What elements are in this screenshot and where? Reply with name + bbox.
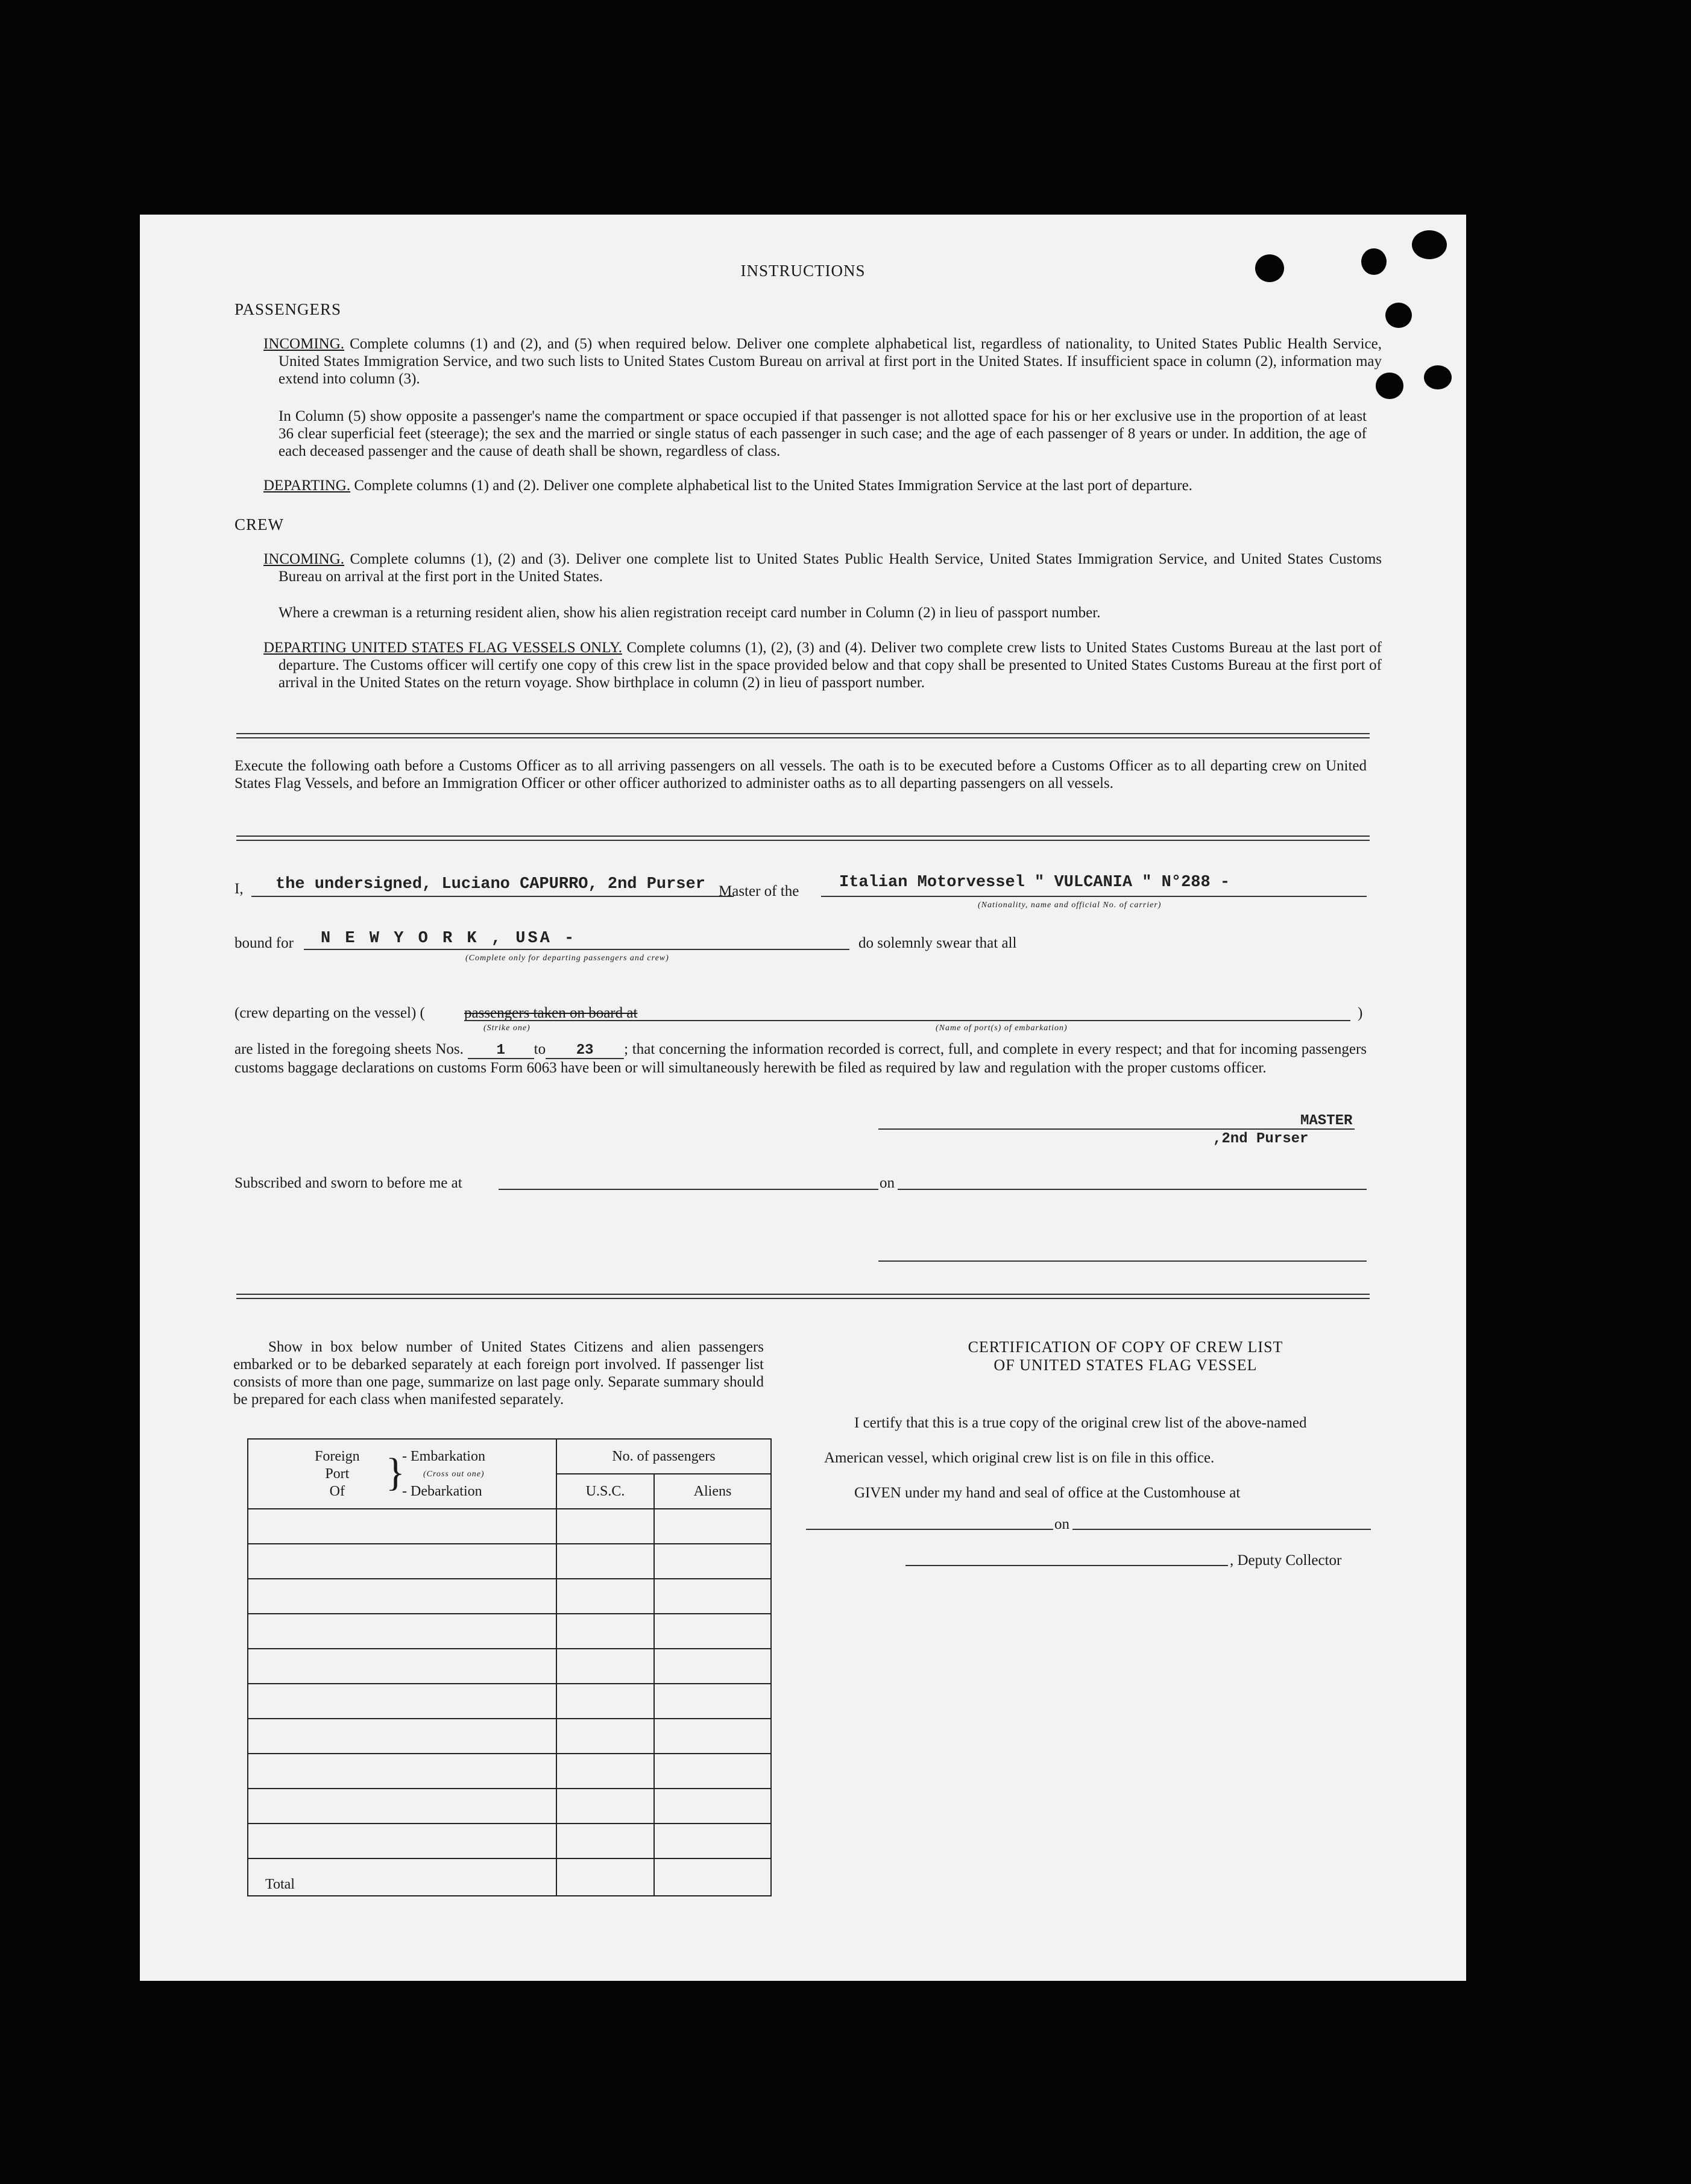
passenger-summary-table — [247, 1438, 772, 1896]
purser-stamp: ,2nd Purser — [1213, 1131, 1309, 1147]
passengers-departing-label: DEPARTING. — [263, 477, 351, 494]
subscribed-place-line — [499, 1189, 878, 1190]
subscribed-on-label: on — [880, 1175, 895, 1191]
master-stamp: MASTER — [1300, 1113, 1353, 1129]
deputy-signature-line — [905, 1565, 1228, 1566]
punch-hole — [1412, 230, 1447, 259]
table-row — [248, 1719, 771, 1754]
table-row — [248, 1579, 771, 1614]
table-row — [248, 1509, 771, 1544]
punch-hole — [1424, 365, 1452, 389]
aliens-header: Aliens — [654, 1474, 771, 1509]
of-label: Of — [329, 1484, 345, 1499]
summary-instructions: Show in box below number of United States Citizens and alien passengers embarked or to be debarked separately at each foreign port involved. If passenger list consists of more than one page, summarize on last page only. Separate summary should be prepared for each class when manifested separately. — [233, 1339, 764, 1408]
vessel-caption: (Nationality, name and official No. of carrier) — [978, 901, 1162, 910]
port-label: Port — [325, 1466, 350, 1482]
master-signature-line — [878, 1128, 1355, 1130]
divider — [236, 1294, 1370, 1299]
deputy-collector-label: , Deputy Collector — [1230, 1552, 1342, 1569]
brace-icon: } — [386, 1450, 405, 1494]
certification-title-line2: OF UNITED STATES FLAG VESSEL — [994, 1356, 1258, 1374]
column5-paragraph: In Column (5) show opposite a passenger's name the compartment or space occupied if that passenger is not allotted space for his or her exclusive use in the proportion of at least 36 clear superficial feet (steerage); the sex and the married or single status of each passenger in such case; and the age of each passenger of 8 years or under. In addition, the age of each deceased passenger and the cause of death shall be shown, regardless of class. — [279, 408, 1367, 459]
crew-incoming-label: INCOMING. — [263, 551, 345, 567]
form-page — [140, 215, 1466, 1981]
total-label: Total — [248, 1858, 556, 1896]
crew-incoming — [263, 550, 1382, 585]
sheets-prefix: are listed in the foregoing sheets Nos. — [235, 1041, 464, 1057]
table-row — [248, 1789, 771, 1824]
passengers-heading: PASSENGERS — [235, 300, 342, 318]
subscribed-label: Subscribed and sworn to before me at — [235, 1175, 462, 1191]
divider — [236, 733, 1370, 738]
certification-title-line1: CERTIFICATION OF COPY OF CREW LIST — [968, 1338, 1283, 1356]
customhouse-line — [806, 1529, 1053, 1530]
crew-heading: CREW — [235, 515, 284, 533]
certification-line1: I certify that this is a true copy of the original crew list of the above-named — [854, 1415, 1307, 1431]
crew-departing-label: DEPARTING UNITED STATES FLAG VESSELS ONLY. — [263, 640, 623, 656]
sheets-paragraph — [235, 1040, 1367, 1077]
passengers-incoming-text: Complete columns (1) and (2), and (5) when required below. Deliver one complete alphabetical list, regardless of nationality, to United States Public Health Service, United States Immigration Service, and two such lists to United States Custom Bureau on arrival at first port in the United States. If insufficient space in column (2), information may extend into column (3). — [279, 336, 1382, 387]
certification-line2: American vessel, which original crew list is on file in this office. — [824, 1450, 1215, 1466]
close-paren: ) — [1358, 1005, 1363, 1021]
table-row — [248, 1824, 771, 1858]
strike-caption: (Strike one) — [483, 1024, 531, 1033]
oath-intro: Execute the following oath before a Customs Officer as to all arriving passengers on all vessels. The oath is to be executed before a Customs Officer as to all departing crew on United States Flag Vessels, and before an Immigration Officer or other officer authorized to administer oaths as to all departing passengers on all vessels. — [235, 758, 1367, 791]
subscribed-date-line — [898, 1189, 1367, 1190]
table-row — [248, 1754, 771, 1789]
table-row — [248, 1684, 771, 1719]
crew-resident-note: Where a crewman is a returning resident alien, show his alien registration receipt card number in Column (2) in lieu of passport number. — [279, 605, 1101, 621]
sheet-to: 23 — [546, 1043, 624, 1059]
sheets-suffix: ; that concerning the information recorded is correct, full, and complete in every respect; and that for incoming passengers customs baggage declarations on customs Form 6063 have been or will simultaneously herewith be filed as required by law and regulation with the proper customs officer. — [235, 1041, 1367, 1076]
table-row — [248, 1544, 771, 1579]
declarant-line — [251, 896, 734, 897]
table-row — [248, 1649, 771, 1684]
master-of-label: Master of the — [719, 883, 799, 899]
declarant-name: the undersigned, Luciano CAPURRO, 2nd Purser — [276, 875, 705, 893]
foreign-label: Foreign — [315, 1449, 360, 1464]
port-header — [248, 1439, 556, 1509]
sheet-from: 1 — [468, 1043, 534, 1059]
certification-date-line — [1072, 1529, 1371, 1530]
embarkation-label: - Embarkation — [402, 1449, 485, 1464]
bound-for-label: bound for — [235, 935, 294, 951]
to-label: to — [534, 1041, 546, 1057]
officer-signature-line — [878, 1260, 1367, 1262]
no-passengers-header: No. of passengers — [556, 1439, 771, 1474]
certification-line3: GIVEN under my hand and seal of office at the Customhouse at — [854, 1485, 1241, 1501]
crew-departing — [263, 639, 1382, 691]
vessel-line — [821, 896, 1367, 897]
oath-i-label: I, — [235, 881, 244, 897]
certification-title — [803, 1338, 1448, 1374]
passengers-departing — [263, 477, 1367, 494]
destination-caption: (Complete only for departing passengers and crew) — [465, 954, 669, 963]
swear-text: do solemnly swear that all — [858, 935, 1017, 951]
total-row — [248, 1858, 771, 1896]
passengers-incoming — [263, 335, 1382, 388]
divider — [236, 836, 1370, 841]
instructions-title: INSTRUCTIONS — [740, 262, 866, 280]
destination-line — [304, 949, 849, 950]
debarkation-label: - Debarkation — [402, 1484, 482, 1499]
port-caption: (Name of port(s) of embarkation) — [936, 1024, 1068, 1033]
vessel-name: Italian Motorvessel " VULCANIA " N°288 - — [839, 873, 1230, 892]
crew-departing-text: (crew departing on the vessel) ( — [235, 1005, 425, 1021]
port-line — [464, 1020, 1350, 1021]
cross-out-caption: (Cross out one) — [423, 1470, 485, 1479]
certification-on-label: on — [1054, 1516, 1069, 1532]
passengers-departing-text: Complete columns (1) and (2). Deliver one complete alphabetical list to the United States Immigration Service at the last port of departure. — [354, 477, 1192, 494]
crew-incoming-text: Complete columns (1), (2) and (3). Deliver one complete list to United States Public Health Service, United States Immigration Service, and United States Customs Bureau on arrival at the first port in the United States. — [279, 551, 1382, 585]
crew-departing-text: Complete columns (1), (2), (3) and (4). Deliver two complete crew lists to United States Customs Bureau at the last port of departure. The Customs officer will certify one copy of this crew list in the space provided below and that copy shall be presented to United States Customs Bureau at the first port of arrival in the United States on the return voyage. Show birthplace in column (2) in lieu of passport number. — [279, 640, 1382, 691]
destination: N E W Y O R K , USA - — [321, 930, 577, 948]
table-row — [248, 1614, 771, 1649]
punch-hole — [1385, 303, 1412, 328]
passengers-taken-struck: passengers taken on board at — [464, 1005, 638, 1021]
usc-header: U.S.C. — [556, 1474, 654, 1509]
passengers-incoming-label: INCOMING. — [263, 336, 345, 352]
